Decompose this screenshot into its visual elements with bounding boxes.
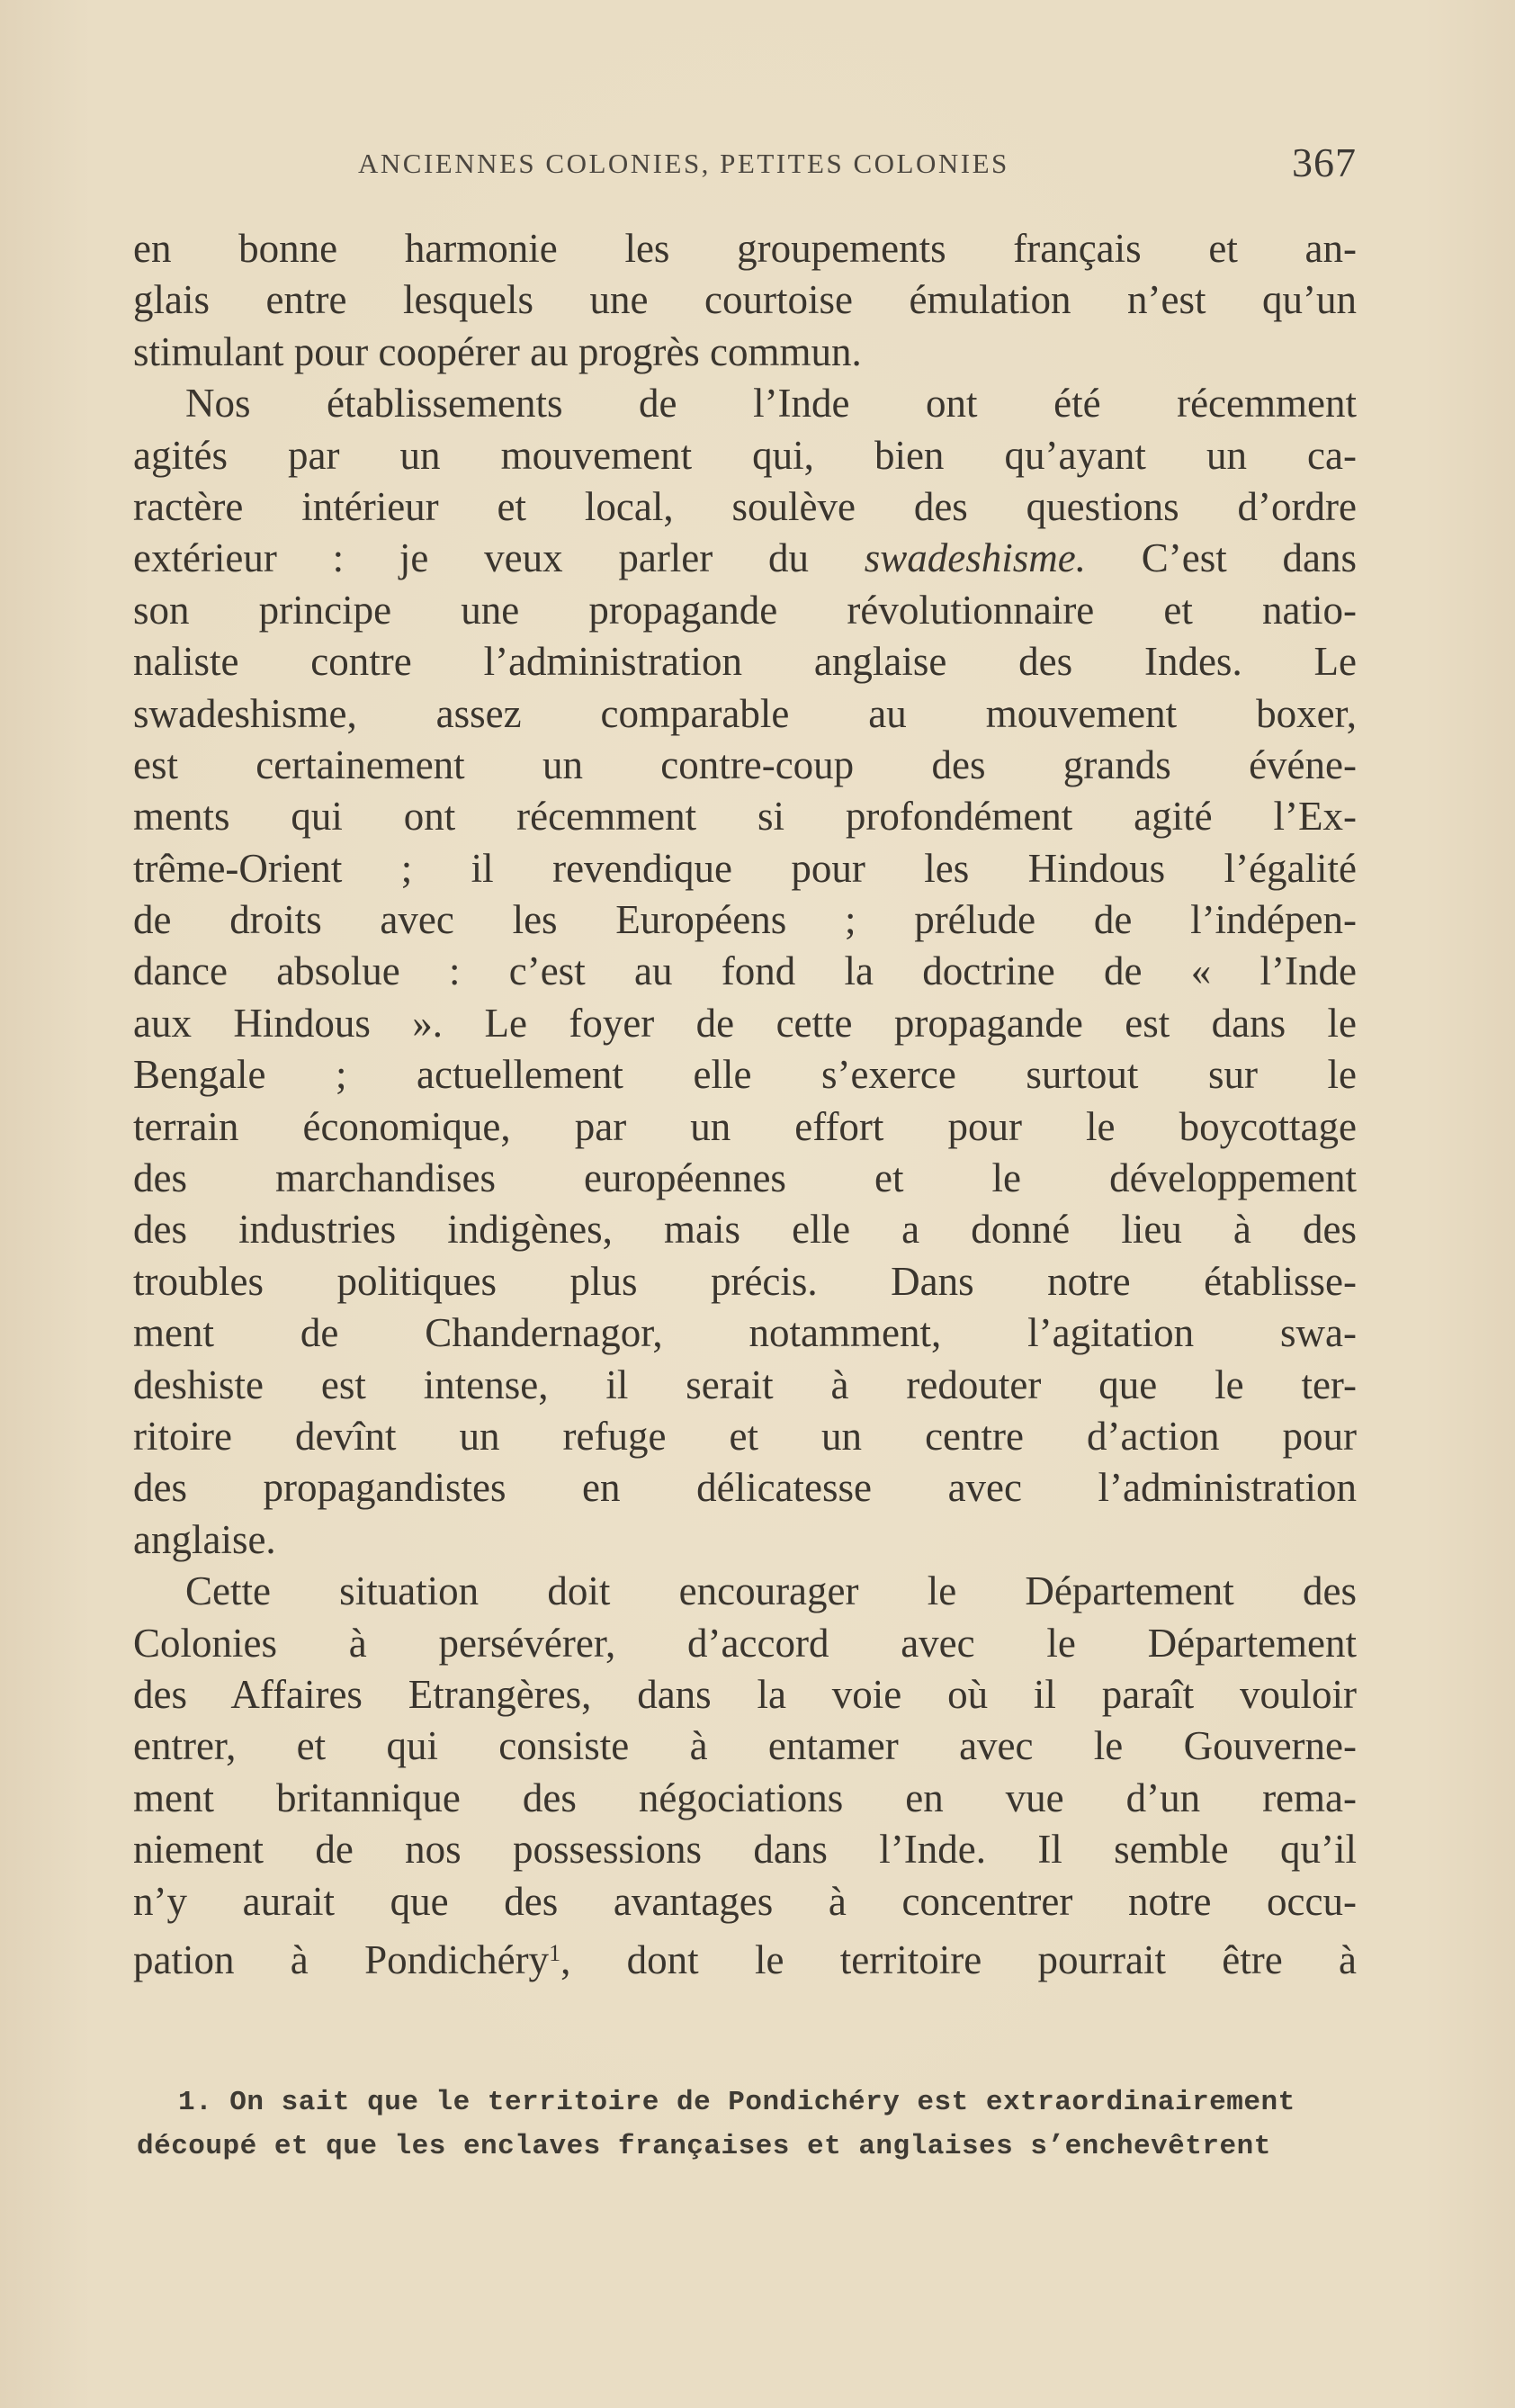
text-line: troubles politiques plus précis. Dans notre établisse-	[133, 1258, 1357, 1304]
text-line: niement de nos possessions dans l’Inde. Il semble qu’il	[133, 1827, 1357, 1873]
text-line: son principe une propagande révolutionnaire et natio-	[133, 587, 1357, 633]
text-line: swadeshisme, assez comparable au mouvement boxer,	[133, 690, 1357, 736]
text-line	[133, 533, 1357, 584]
text-line: des industries indigènes, mais elle a donné lieu à des	[133, 1207, 1357, 1253]
text-line: ment de Chandernagor, notamment, l’agitation swa-	[133, 1310, 1357, 1356]
text-line: ment britannique des négociations en vue d’un rema-	[133, 1775, 1357, 1820]
text-line: est certainement un contre-coup des grands événe-	[133, 741, 1357, 787]
text-line: Colonies à persévérer, d’accord avec le Département	[133, 1620, 1357, 1666]
text-segment: C’est dans	[1086, 535, 1357, 581]
text-line: deshiste est intense, il serait à redouter que le ter-	[133, 1361, 1357, 1407]
text-line: ments qui ont récemment si profondément agité l’Ex-	[133, 794, 1357, 840]
text-line: des marchandises européennes et le développement	[133, 1155, 1357, 1201]
text-line: glais entre lesquels une courtoise émulation n’est qu’un	[133, 277, 1357, 323]
text-line: stimulant pour coopérer au progrès commun.	[133, 328, 862, 374]
text-line: des propagandistes en délicatesse avec l’administration	[133, 1465, 1357, 1511]
footnote-ref[interactable]: 1	[549, 1939, 561, 1966]
text-line: Bengale ; actuellement elle s’exerce surtout sur le	[133, 1052, 1357, 1098]
text-line: ractère intérieur et local, soulève des questions d’ordre	[133, 483, 1357, 529]
text-line: anglaise.	[133, 1516, 276, 1562]
text-line: Nos établissements de l’Inde ont été récemment	[185, 381, 1357, 427]
italic-term: swadeshisme.	[864, 535, 1087, 581]
text-segment: pation à Pondichéry	[133, 1936, 550, 1982]
text-line: terrain économique, par un effort pour le boycottage	[133, 1103, 1357, 1149]
text-line: ritoire devînt un refuge et un centre d’action pour	[133, 1413, 1357, 1459]
text-line: naliste contre l’administration anglaise des Indes. Le	[133, 639, 1357, 685]
text-line: aux Hindous ». Le foyer de cette propagande est dans le	[133, 1000, 1357, 1046]
text-line: Cette situation doit encourager le Département des	[185, 1568, 1357, 1614]
text-line: trême-Orient ; il revendique pour les Hindous l’égalité	[133, 845, 1357, 891]
text-line: en bonne harmonie les groupements français et an-	[133, 226, 1357, 271]
text-line: entrer, et qui consiste à entamer avec le Gouverne-	[133, 1723, 1357, 1769]
running-head	[358, 135, 1357, 198]
footnote-line: découpé et que les enclaves françaises et anglaises s’enchevêtrent	[137, 2131, 1271, 2162]
text-line	[133, 1927, 1357, 1982]
text-line: n’y aurait que des avantages à concentrer notre occu-	[133, 1878, 1357, 1924]
page-number: 367	[1292, 139, 1357, 185]
footnote-line: 1. On sait que le territoire de Pondichéry est extraordinairement	[178, 2087, 1295, 2118]
body-text	[133, 223, 1357, 1982]
running-title: ANCIENNES COLONIES, PETITES COLONIES	[358, 148, 1009, 179]
text-segment: , dont le territoire pourrait être à	[560, 1936, 1357, 1982]
text-line: agités par un mouvement qui, bien qu’ayant un ca-	[133, 432, 1357, 478]
footnotes	[137, 2080, 1367, 2169]
text-line: dance absolue : c’est au fond la doctrine de « l’Inde	[133, 948, 1357, 994]
text-segment: extérieur : je veux parler du	[133, 535, 810, 581]
text-line: de droits avec les Européens ; prélude de l’indépen-	[133, 897, 1357, 943]
text-line: des Affaires Etrangères, dans la voie où il paraît vouloir	[133, 1671, 1357, 1717]
